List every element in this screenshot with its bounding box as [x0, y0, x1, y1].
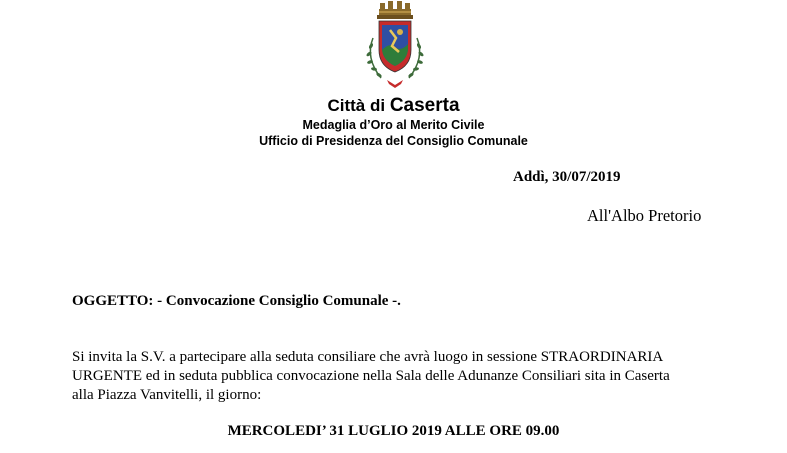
shield-icon — [379, 21, 411, 72]
letter-date: Addì, 30/07/2019 — [513, 169, 621, 185]
city-coat-of-arms — [355, 0, 435, 92]
body-line: URGENTE ed in seduta pubblica convocazione nella Sala delle Adunanze Consiliari sita in Caserta — [72, 368, 670, 384]
body-line: Si invita la S.V. a partecipare alla seduta consiliare che avrà luogo in sessione STRAORDINARIA — [72, 349, 664, 365]
medal-subtitle: Medaglia d’Oro al Merito Civile — [302, 118, 485, 132]
crown-icon — [377, 1, 413, 19]
body-paragraph — [72, 348, 722, 405]
city-title: Città di Caserta — [327, 95, 460, 116]
body-line: alla Piazza Vanvitelli, il giorno: — [72, 387, 262, 403]
recipient: All'Albo Pretorio — [587, 206, 702, 225]
office-subtitle: Ufficio di Presidenza del Consiglio Comunale — [259, 134, 528, 148]
subject-line: OGGETTO: - Convocazione Consiglio Comunale -. — [72, 293, 401, 309]
meeting-datetime: MERCOLEDI’ 31 LUGLIO 2019 ALLE ORE 09.00 — [227, 423, 560, 439]
ribbon-icon — [387, 80, 403, 88]
